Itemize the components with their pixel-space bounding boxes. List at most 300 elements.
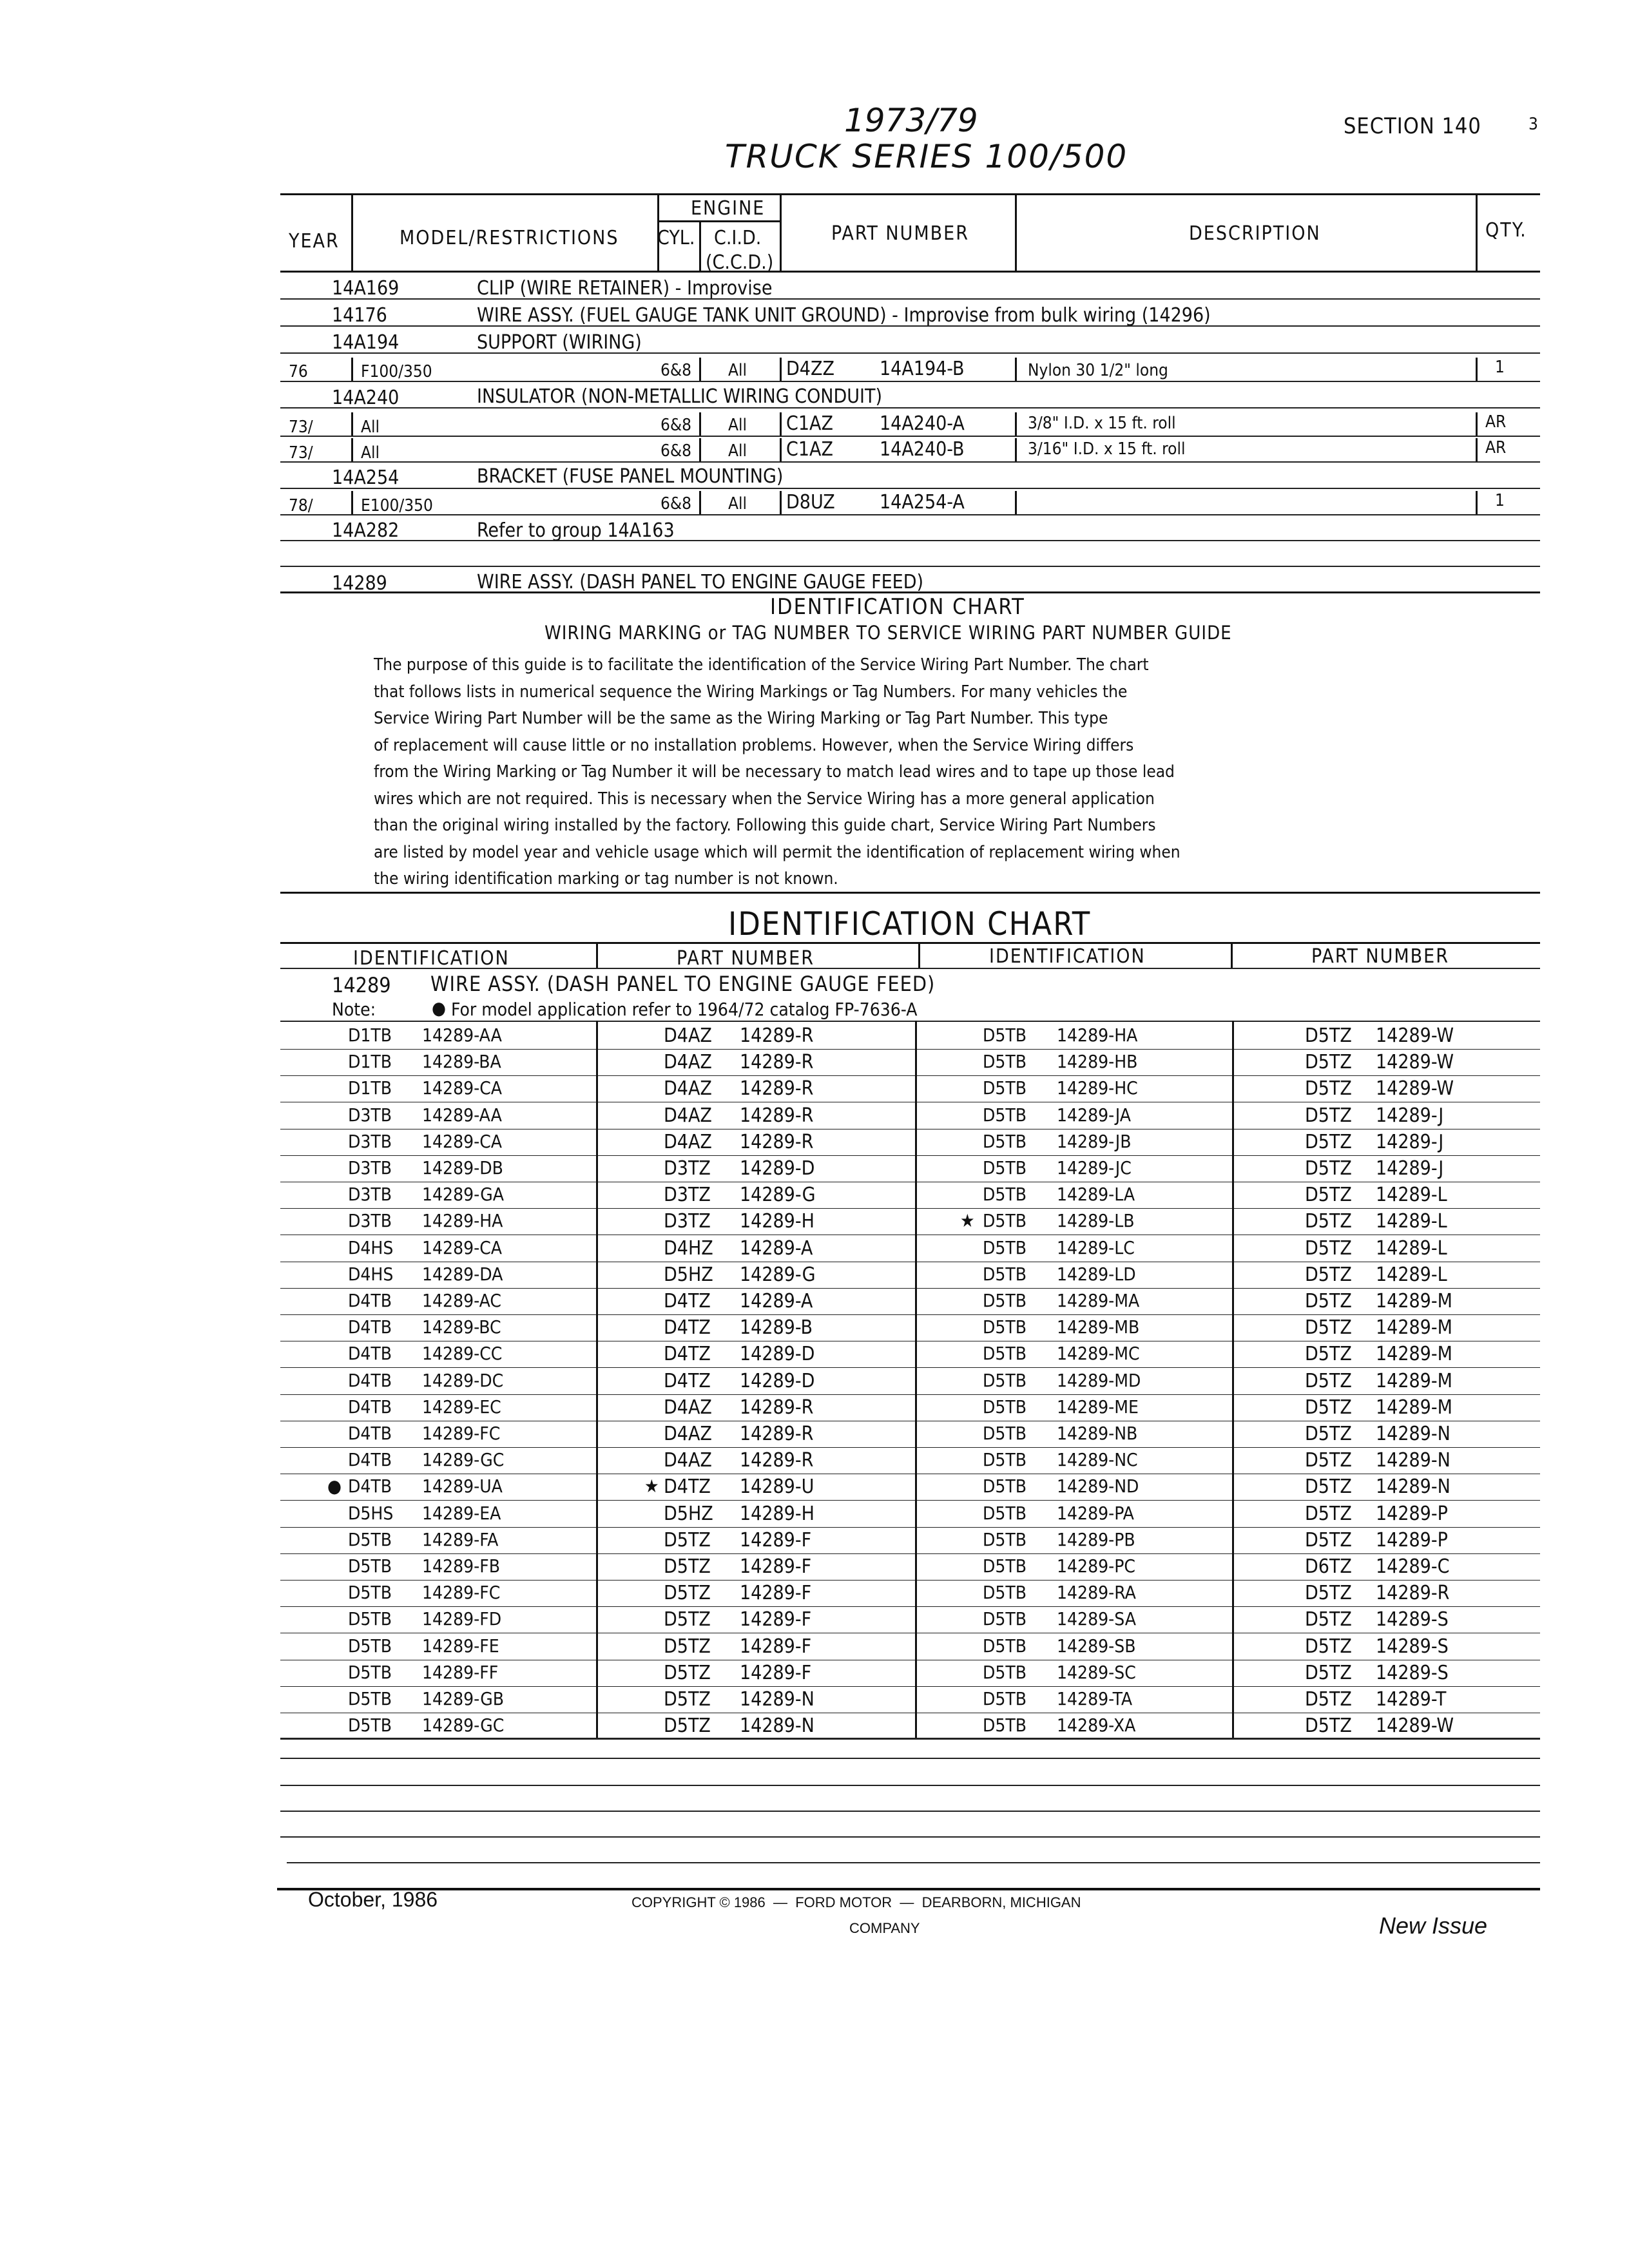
header-model: MODEL/RESTRICTIONS <box>400 227 619 249</box>
identification-number: 14289-MC <box>1057 1343 1140 1365</box>
part-number: 14289-U <box>740 1475 815 1499</box>
part-model: E100/350 <box>361 496 433 515</box>
header-cid: C.I.D. <box>714 227 762 249</box>
part-cyl: 6&8 <box>660 441 692 461</box>
table-row <box>0 1341 1629 1368</box>
group-title: WIRE ASSY. (DASH PANEL TO ENGINE GAUGE FEED) <box>477 571 924 593</box>
guide-paragraph <box>374 652 1340 893</box>
table-row <box>0 1713 1629 1740</box>
identification-number: 14289-FC <box>422 1423 501 1444</box>
table-row <box>0 1076 1629 1102</box>
note-text: For model application refer to 1964/72 catalog FP-7636-A <box>451 999 918 1020</box>
row-marker: ● <box>327 1475 342 1497</box>
row-rule <box>280 942 1540 944</box>
row-rule <box>280 1785 1540 1786</box>
id-group-title: WIRE ASSY. (DASH PANEL TO ENGINE GAUGE FEED) <box>430 972 936 996</box>
table-row <box>0 1474 1629 1501</box>
identification-prefix: D3TB <box>348 1184 392 1206</box>
part-prefix: D5TZ <box>664 1688 711 1711</box>
part-number: 14289-R <box>740 1449 814 1472</box>
identification-prefix: D5TB <box>348 1635 392 1657</box>
table-row <box>0 1581 1629 1607</box>
part-prefix: D5TZ <box>664 1661 711 1684</box>
part-prefix: D5TZ <box>1305 1210 1352 1233</box>
identification-prefix: D5TB <box>983 1423 1027 1444</box>
row-rule <box>280 381 1540 382</box>
part-number: 14289-A <box>740 1290 813 1312</box>
part-prefix: D5TZ <box>1305 1715 1352 1738</box>
table-top-rule <box>280 193 1540 195</box>
part-prefix: D5HZ <box>664 1263 713 1286</box>
part-prefix: D5TZ <box>664 1555 711 1578</box>
note-bullet-icon: ● <box>432 997 446 1019</box>
part-year: 76 <box>289 362 308 381</box>
part-number: 14289-L <box>1376 1210 1447 1233</box>
row-rule <box>280 1836 1540 1838</box>
part-number: 14289-L <box>1376 1263 1447 1286</box>
identification-prefix: D5TB <box>983 1263 1027 1285</box>
col-divider <box>351 193 353 272</box>
identification-prefix: D5TB <box>983 1635 1027 1657</box>
table-row <box>0 1129 1629 1156</box>
part-number: 14289-R <box>740 1130 814 1153</box>
part-number: 14289-L <box>1376 1184 1447 1207</box>
star-marker: ★ <box>644 1475 659 1497</box>
identification-number: 14289-EC <box>422 1396 501 1418</box>
part-prefix: D5TZ <box>1305 1077 1352 1100</box>
col-divider <box>351 438 353 461</box>
header-engine: ENGINE <box>691 197 766 220</box>
part-prefix: D5TZ <box>664 1635 711 1658</box>
identification-number: 14289-FA <box>422 1528 499 1550</box>
part-number: 14289-R <box>740 1423 814 1445</box>
identification-number: 14289-SB <box>1057 1635 1136 1657</box>
identification-number: 14289-JC <box>1057 1157 1132 1178</box>
col-divider <box>1231 942 1233 968</box>
part-description: 3/8" I.D. x 15 ft. roll <box>1028 414 1176 433</box>
part-number: 14289-P <box>1376 1528 1448 1552</box>
part-prefix: D5TZ <box>1305 1423 1352 1445</box>
part-col-header: PART NUMBER <box>677 947 815 970</box>
identification-number: 14289-TA <box>1057 1688 1133 1709</box>
part-prefix: D5TZ <box>1305 1157 1352 1180</box>
guide-line: than the original wiring installed by the factory. Following this guide chart, Service Wiring Part Numbers <box>374 816 1156 835</box>
row-rule <box>280 591 1540 593</box>
identification-number: 14289-MB <box>1057 1316 1140 1338</box>
identification-number: 14289-FC <box>422 1582 501 1604</box>
identification-number: 14289-HC <box>1057 1077 1138 1099</box>
identification-number: 14289-GC <box>422 1449 505 1471</box>
part-number: 14289-F <box>740 1661 812 1684</box>
part-number: 14289-A <box>740 1236 813 1260</box>
row-rule <box>280 540 1540 541</box>
part-qty: AR <box>1485 412 1507 432</box>
part-number: 14289-M <box>1376 1290 1452 1312</box>
table-row <box>0 1687 1629 1713</box>
part-number: 14289-N <box>1376 1449 1451 1472</box>
part-prefix: D3TZ <box>664 1210 711 1233</box>
part-prefix: D5TZ <box>664 1715 711 1738</box>
part-prefix: D5TZ <box>1305 1635 1352 1658</box>
identification-number: 14289-FF <box>422 1661 499 1683</box>
col-divider <box>1476 438 1478 461</box>
col-divider <box>699 438 701 461</box>
identification-number: 14289-FD <box>422 1608 502 1630</box>
part-prefix: D5TZ <box>1305 1024 1352 1047</box>
identification-prefix: D5TB <box>983 1343 1027 1365</box>
row-rule <box>280 1738 1540 1739</box>
part-qty: AR <box>1485 438 1507 457</box>
identification-prefix: D5TB <box>348 1582 392 1604</box>
identification-prefix: D4TB <box>348 1343 392 1365</box>
table-row <box>0 1634 1629 1660</box>
part-model: All <box>361 418 380 437</box>
part-cid: All <box>728 494 747 514</box>
identification-number: 14289-MD <box>1057 1369 1141 1391</box>
identification-prefix: D5TB <box>983 1396 1027 1418</box>
identification-prefix: D5TB <box>348 1715 392 1736</box>
part-prefix: D4AZ <box>664 1449 712 1472</box>
part-cyl: 6&8 <box>660 361 692 380</box>
guide-line: the wiring identification marking or tag number is not known. <box>374 869 838 889</box>
guide-line: from the Wiring Marking or Tag Number it will be necessary to match lead wires and to tape up those lead <box>374 762 1175 782</box>
identification-prefix: D5TB <box>983 1290 1027 1311</box>
row-rule <box>280 514 1540 515</box>
group-code: 14176 <box>332 304 387 327</box>
part-year: 73/ <box>289 443 313 463</box>
identification-number: 14289-JB <box>1057 1130 1132 1152</box>
page-series: TRUCK SERIES 100/500 <box>725 138 1128 175</box>
part-prefix: D5TZ <box>1305 1661 1352 1684</box>
header-qty: QTY. <box>1485 219 1527 242</box>
col-divider <box>780 193 782 272</box>
part-description: 3/16" I.D. x 15 ft. roll <box>1028 439 1186 459</box>
part-number: 14289-S <box>1376 1635 1449 1658</box>
part-prefix: D4ZZ <box>786 358 834 380</box>
identification-prefix: D5TB <box>983 1475 1027 1497</box>
table-header-rule <box>280 271 1540 273</box>
identification-prefix: D5TB <box>983 1184 1027 1206</box>
guide-line: wires which are not required. This is necessary when the Service Wiring has a more general application <box>374 789 1155 809</box>
col-divider <box>1015 193 1017 272</box>
part-number: 14289-F <box>740 1582 812 1605</box>
identification-prefix: D3TB <box>348 1130 392 1152</box>
table-row <box>0 1501 1629 1528</box>
part-prefix: D5TZ <box>1305 1369 1352 1392</box>
part-prefix: D5TZ <box>1305 1396 1352 1419</box>
part-prefix: D5TZ <box>1305 1343 1352 1366</box>
part-prefix: D5TZ <box>1305 1290 1352 1312</box>
identification-prefix: D1TB <box>348 1051 392 1073</box>
row-rule <box>280 566 1540 567</box>
identification-number: 14289-GA <box>422 1184 504 1206</box>
row-rule <box>280 488 1540 489</box>
part-prefix: D5TZ <box>1305 1449 1352 1472</box>
identification-prefix: D5TB <box>983 1210 1027 1232</box>
identification-prefix: D5TB <box>348 1688 392 1709</box>
note-label: Note: <box>332 999 376 1020</box>
col-divider <box>351 358 353 381</box>
identification-number: 14289-LA <box>1057 1184 1135 1206</box>
identification-number: 14289-PA <box>1057 1502 1134 1524</box>
table-row <box>0 1209 1629 1235</box>
part-number: 14289-T <box>1376 1688 1447 1711</box>
col-divider <box>780 491 782 514</box>
part-model: F100/350 <box>361 362 432 381</box>
part-prefix: D5TZ <box>1305 1051 1352 1074</box>
guide-line: The purpose of this guide is to facilitate the identification of the Service Wiring Part Number. The chart <box>374 655 1149 675</box>
identification-prefix: D5TB <box>983 1077 1027 1099</box>
identification-number: 14289-SC <box>1057 1661 1136 1683</box>
part-prefix: D5TZ <box>1305 1316 1352 1340</box>
footer-copyright: COPYRIGHT © 1986 — FORD MOTOR — DEARBORN, MICHIGAN <box>631 1894 1081 1910</box>
row-rule <box>280 892 1540 894</box>
table-row <box>0 1182 1629 1209</box>
identification-prefix: D4TB <box>348 1290 392 1311</box>
col-divider <box>1015 491 1017 514</box>
part-cyl: 6&8 <box>660 416 692 435</box>
col-divider <box>780 412 782 436</box>
identification-number: 14289-BC <box>422 1316 501 1338</box>
row-rule <box>280 1811 1540 1812</box>
part-prefix: D6TZ <box>1305 1555 1352 1578</box>
table-row <box>0 1607 1629 1633</box>
identification-number: 14289-LB <box>1057 1210 1135 1232</box>
identification-number: 14289-CA <box>422 1077 503 1099</box>
part-prefix: D5TZ <box>1305 1528 1352 1552</box>
part-number: 14289-J <box>1376 1130 1444 1153</box>
identification-prefix: D5TB <box>983 1528 1027 1550</box>
part-prefix: D3TZ <box>664 1157 711 1180</box>
identification-number: 14289-ND <box>1057 1475 1139 1497</box>
part-prefix: D8UZ <box>786 491 835 514</box>
identification-number: 14289-GC <box>422 1715 505 1736</box>
col-divider <box>1232 1021 1234 1738</box>
engine-rule <box>657 220 780 222</box>
footer-company: COMPANY <box>849 1920 920 1936</box>
col-divider <box>1015 358 1017 381</box>
col-divider <box>780 438 782 461</box>
table-row <box>0 1421 1629 1448</box>
row-rule <box>280 1739 1540 1740</box>
identification-prefix: D5TB <box>983 1502 1027 1524</box>
part-number: 14289-W <box>1376 1077 1454 1100</box>
part-prefix: D4AZ <box>664 1396 712 1419</box>
id-group-code: 14289 <box>332 973 391 997</box>
row-rule <box>280 352 1540 354</box>
identification-number: 14289-EA <box>422 1502 501 1524</box>
part-number: 14A240-B <box>880 438 965 461</box>
identification-prefix: D3TB <box>348 1157 392 1178</box>
col-divider <box>1476 193 1478 272</box>
part-number: 14289-F <box>740 1635 812 1658</box>
header-year: YEAR <box>289 230 340 253</box>
identification-number: 14289-BA <box>422 1051 501 1073</box>
part-prefix: D5TZ <box>1305 1130 1352 1153</box>
identification-prefix: D4TB <box>348 1475 392 1497</box>
part-number: 14289-D <box>740 1157 815 1180</box>
row-rule <box>280 325 1540 327</box>
part-year: 73/ <box>289 418 313 437</box>
row-rule <box>287 1862 1540 1863</box>
identification-number: 14289-LD <box>1057 1263 1136 1285</box>
part-prefix: D5TZ <box>664 1608 711 1631</box>
table-row <box>0 1156 1629 1182</box>
part-number: 14289-P <box>1376 1502 1448 1525</box>
part-year: 78/ <box>289 496 313 515</box>
part-prefix: D4AZ <box>664 1423 712 1445</box>
identification-prefix: D4HS <box>348 1263 394 1285</box>
part-number: 14289-L <box>1376 1236 1447 1260</box>
part-number: 14289-F <box>740 1555 812 1578</box>
part-number: 14289-W <box>1376 1024 1454 1047</box>
footer-rule <box>277 1888 1540 1890</box>
col-divider <box>699 491 701 514</box>
identification-prefix: D5TB <box>348 1608 392 1630</box>
identification-number: 14289-AA <box>422 1104 502 1126</box>
part-number: 14289-M <box>1376 1396 1452 1419</box>
part-number: 14289-B <box>740 1316 813 1340</box>
part-prefix: D4TZ <box>664 1316 711 1340</box>
identification-prefix: D5TB <box>983 1157 1027 1178</box>
part-cyl: 6&8 <box>660 494 692 514</box>
part-prefix: D5TZ <box>1305 1502 1352 1525</box>
identification-number: 14289-JA <box>1057 1104 1131 1126</box>
part-number: 14289-R <box>1376 1582 1450 1605</box>
part-description: Nylon 30 1/2" long <box>1028 361 1168 380</box>
col-divider <box>596 942 598 968</box>
part-number: 14289-F <box>740 1608 812 1631</box>
identification-number: 14289-DC <box>422 1369 504 1391</box>
page-number: 3 <box>1528 115 1538 134</box>
group-title: Refer to group 14A163 <box>477 519 675 542</box>
part-number: 14289-C <box>1376 1555 1450 1578</box>
col-divider <box>780 358 782 381</box>
part-prefix: D5TZ <box>664 1528 711 1552</box>
guide-title: IDENTIFICATION CHART <box>770 594 1025 620</box>
part-number: 14289-R <box>740 1051 814 1074</box>
part-prefix: D4AZ <box>664 1104 712 1127</box>
identification-prefix: D4TB <box>348 1369 392 1391</box>
star-marker: ★ <box>960 1210 975 1232</box>
identification-number: 14289-DA <box>422 1263 503 1285</box>
group-code: 14289 <box>332 572 387 595</box>
group-title: CLIP (WIRE RETAINER) - Improvise <box>477 277 773 300</box>
row-rule <box>280 1758 1540 1759</box>
identification-number: 14289-AC <box>422 1290 501 1311</box>
col-divider <box>699 358 701 381</box>
identification-prefix: D3TB <box>348 1210 392 1232</box>
identification-prefix: D5TB <box>983 1582 1027 1604</box>
part-number: 14289-D <box>740 1369 815 1392</box>
identification-prefix: D4TB <box>348 1423 392 1444</box>
identification-prefix: D3TB <box>348 1104 392 1126</box>
group-title: SUPPORT (WIRING) <box>477 331 642 354</box>
identification-prefix: D4TB <box>348 1396 392 1418</box>
part-number: 14289-N <box>1376 1475 1451 1499</box>
part-number: 14289-R <box>740 1396 814 1419</box>
row-rule <box>280 298 1540 300</box>
identification-number: 14289-SA <box>1057 1608 1136 1630</box>
part-number: 14289-S <box>1376 1608 1449 1631</box>
col-divider <box>915 1021 917 1738</box>
identification-number: 14289-NB <box>1057 1423 1138 1444</box>
part-number: 14289-N <box>740 1688 815 1711</box>
table-row <box>0 1050 1629 1076</box>
part-number: 14289-N <box>740 1715 815 1738</box>
col-divider <box>1015 438 1017 461</box>
part-prefix: D4HZ <box>664 1236 713 1260</box>
identification-number: 14289-AA <box>422 1024 502 1046</box>
part-number: 14289-G <box>740 1184 816 1207</box>
part-prefix: D5TZ <box>664 1582 711 1605</box>
identification-number: 14289-CA <box>422 1236 503 1258</box>
part-number: 14289-J <box>1376 1157 1444 1180</box>
identification-prefix: D5TB <box>983 1369 1027 1391</box>
group-code: 14A282 <box>332 519 400 542</box>
identification-prefix: D5TB <box>348 1661 392 1683</box>
part-prefix: D5TZ <box>1305 1688 1352 1711</box>
group-code: 14A254 <box>332 466 400 489</box>
identification-prefix: D5TB <box>983 1051 1027 1073</box>
part-number: 14289-R <box>740 1024 814 1047</box>
row-rule <box>280 436 1540 437</box>
row-rule <box>280 407 1540 408</box>
part-qty: 1 <box>1495 491 1505 510</box>
part-number: 14289-W <box>1376 1715 1454 1738</box>
identification-number: 14289-RA <box>1057 1582 1136 1604</box>
identification-number: 14289-HB <box>1057 1051 1138 1073</box>
part-prefix: D4TZ <box>664 1475 711 1499</box>
col-divider <box>918 942 920 968</box>
identification-number: 14289-FB <box>422 1555 500 1577</box>
part-qty: 1 <box>1495 358 1505 377</box>
identification-number: 14289-XA <box>1057 1715 1136 1736</box>
part-prefix: D4TZ <box>664 1369 711 1392</box>
footer-issue: New Issue <box>1379 1912 1488 1939</box>
part-col-header: PART NUMBER <box>1311 945 1449 968</box>
guide-line: Service Wiring Part Number will be the same as the Wiring Marking or Tag Part Number. This type <box>374 709 1108 728</box>
part-number: 14289-R <box>740 1104 814 1127</box>
part-prefix: D5TZ <box>1305 1104 1352 1127</box>
group-code: 14A194 <box>332 331 400 354</box>
col-divider <box>351 491 353 514</box>
part-prefix: D3TZ <box>664 1184 711 1207</box>
part-cid: All <box>728 441 747 461</box>
col-divider <box>1015 412 1017 436</box>
id-col-header: IDENTIFICATION <box>989 945 1146 968</box>
id-chart-title: IDENTIFICATION CHART <box>728 905 1092 943</box>
identification-prefix: D5TB <box>983 1316 1027 1338</box>
part-cid: All <box>728 361 747 380</box>
part-prefix: D5TZ <box>1305 1608 1352 1631</box>
identification-prefix: D5TB <box>983 1688 1027 1709</box>
identification-number: 14289-MA <box>1057 1290 1140 1311</box>
part-number: 14289-G <box>740 1263 816 1286</box>
part-number: 14289-D <box>740 1343 815 1366</box>
col-divider <box>699 412 701 436</box>
row-rule <box>280 461 1540 463</box>
footer-date: October, 1986 <box>308 1888 438 1911</box>
part-model: All <box>361 443 380 463</box>
table-row <box>0 1395 1629 1421</box>
table-row <box>0 1262 1629 1289</box>
table-row <box>0 1448 1629 1474</box>
table-row <box>0 1315 1629 1341</box>
part-number: 14289-S <box>1376 1661 1449 1684</box>
page-years: 1973/79 <box>844 102 978 139</box>
table-row <box>0 1289 1629 1315</box>
